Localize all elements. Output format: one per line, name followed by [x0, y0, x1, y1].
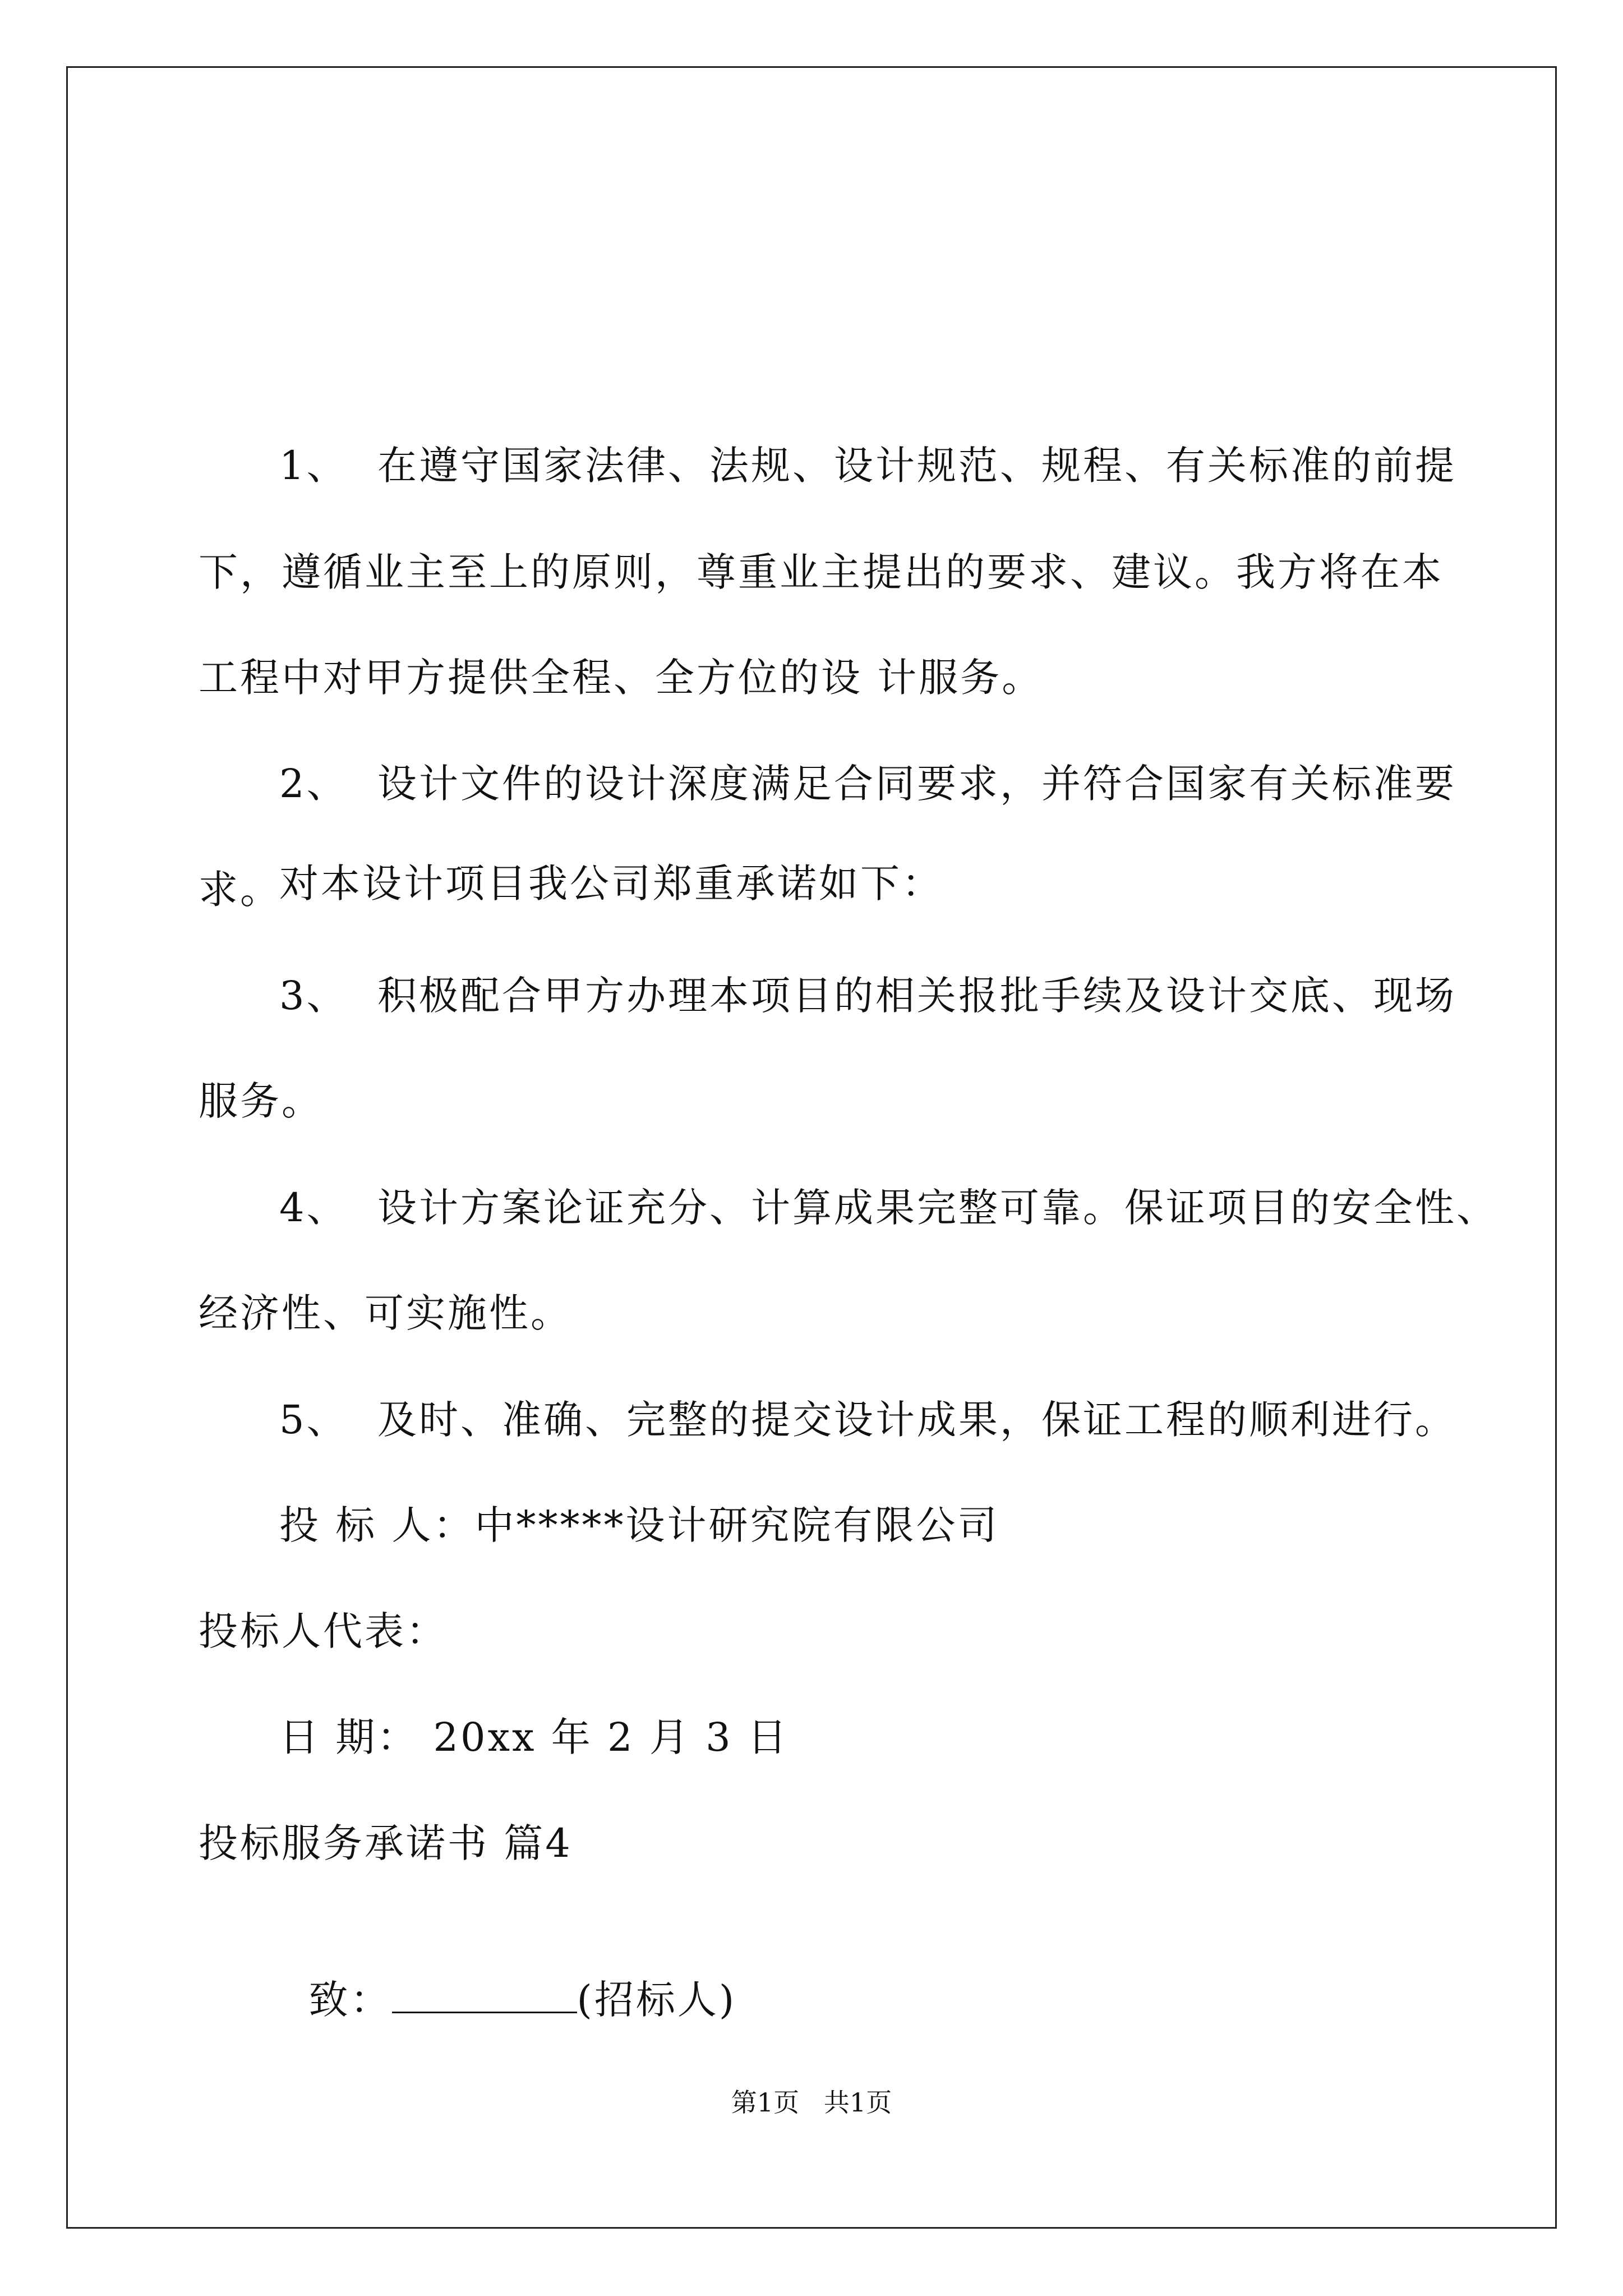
- bidder-line: 投 标 人：中*****设计研究院有限公司: [279, 1502, 999, 1548]
- item1-line-b: 下，遵循业主至上的原则，尊重业主提出的要求、建议。我方将在本: [199, 549, 1444, 595]
- item4-line-a: 4、 设计方案论证充分、计算成果完整可靠。保证项目的安全性、: [279, 1185, 1498, 1231]
- recipient-blank: [392, 1977, 577, 2013]
- bidder-rep-line: 投标人代表：: [199, 1608, 448, 1654]
- item3-line-a: 3、 积极配合甲方办理本项目的相关报批手续及设计交底、现场: [279, 973, 1457, 1019]
- item4-line-b: 经济性、可实施性。: [199, 1290, 572, 1336]
- to-suffix: (招标人): [577, 1977, 737, 2023]
- page-footer: 第1页 共1页: [731, 2087, 892, 2118]
- intro-line: 对本设计项目我公司郑重承诺如下：: [279, 861, 943, 907]
- item2-line-b: 求。: [199, 867, 282, 913]
- to-line: [279, 1924, 736, 2025]
- to-prefix: 致：: [308, 1977, 392, 2023]
- item1-line-c: 工程中对甲方提供全程、全方位的设 计服务。: [199, 655, 1044, 701]
- page-frame: [66, 66, 1557, 2229]
- item5-line: 5、 及时、准确、完整的提交设计成果，保证工程的顺利进行。: [279, 1397, 1457, 1443]
- item2-line-a: 2、 设计文件的设计深度满足合同要求，并符合国家有关标准要: [279, 761, 1457, 807]
- item3-line-b: 服务。: [199, 1078, 323, 1124]
- date-line: 日 期： 20xx 年 2 月 3 日: [279, 1714, 789, 1760]
- item1-line-a: 1、 在遵守国家法律、法规、设计规范、规程、有关标准的前提: [279, 443, 1457, 489]
- section-title: 投标服务承诺书 篇4: [199, 1820, 573, 1866]
